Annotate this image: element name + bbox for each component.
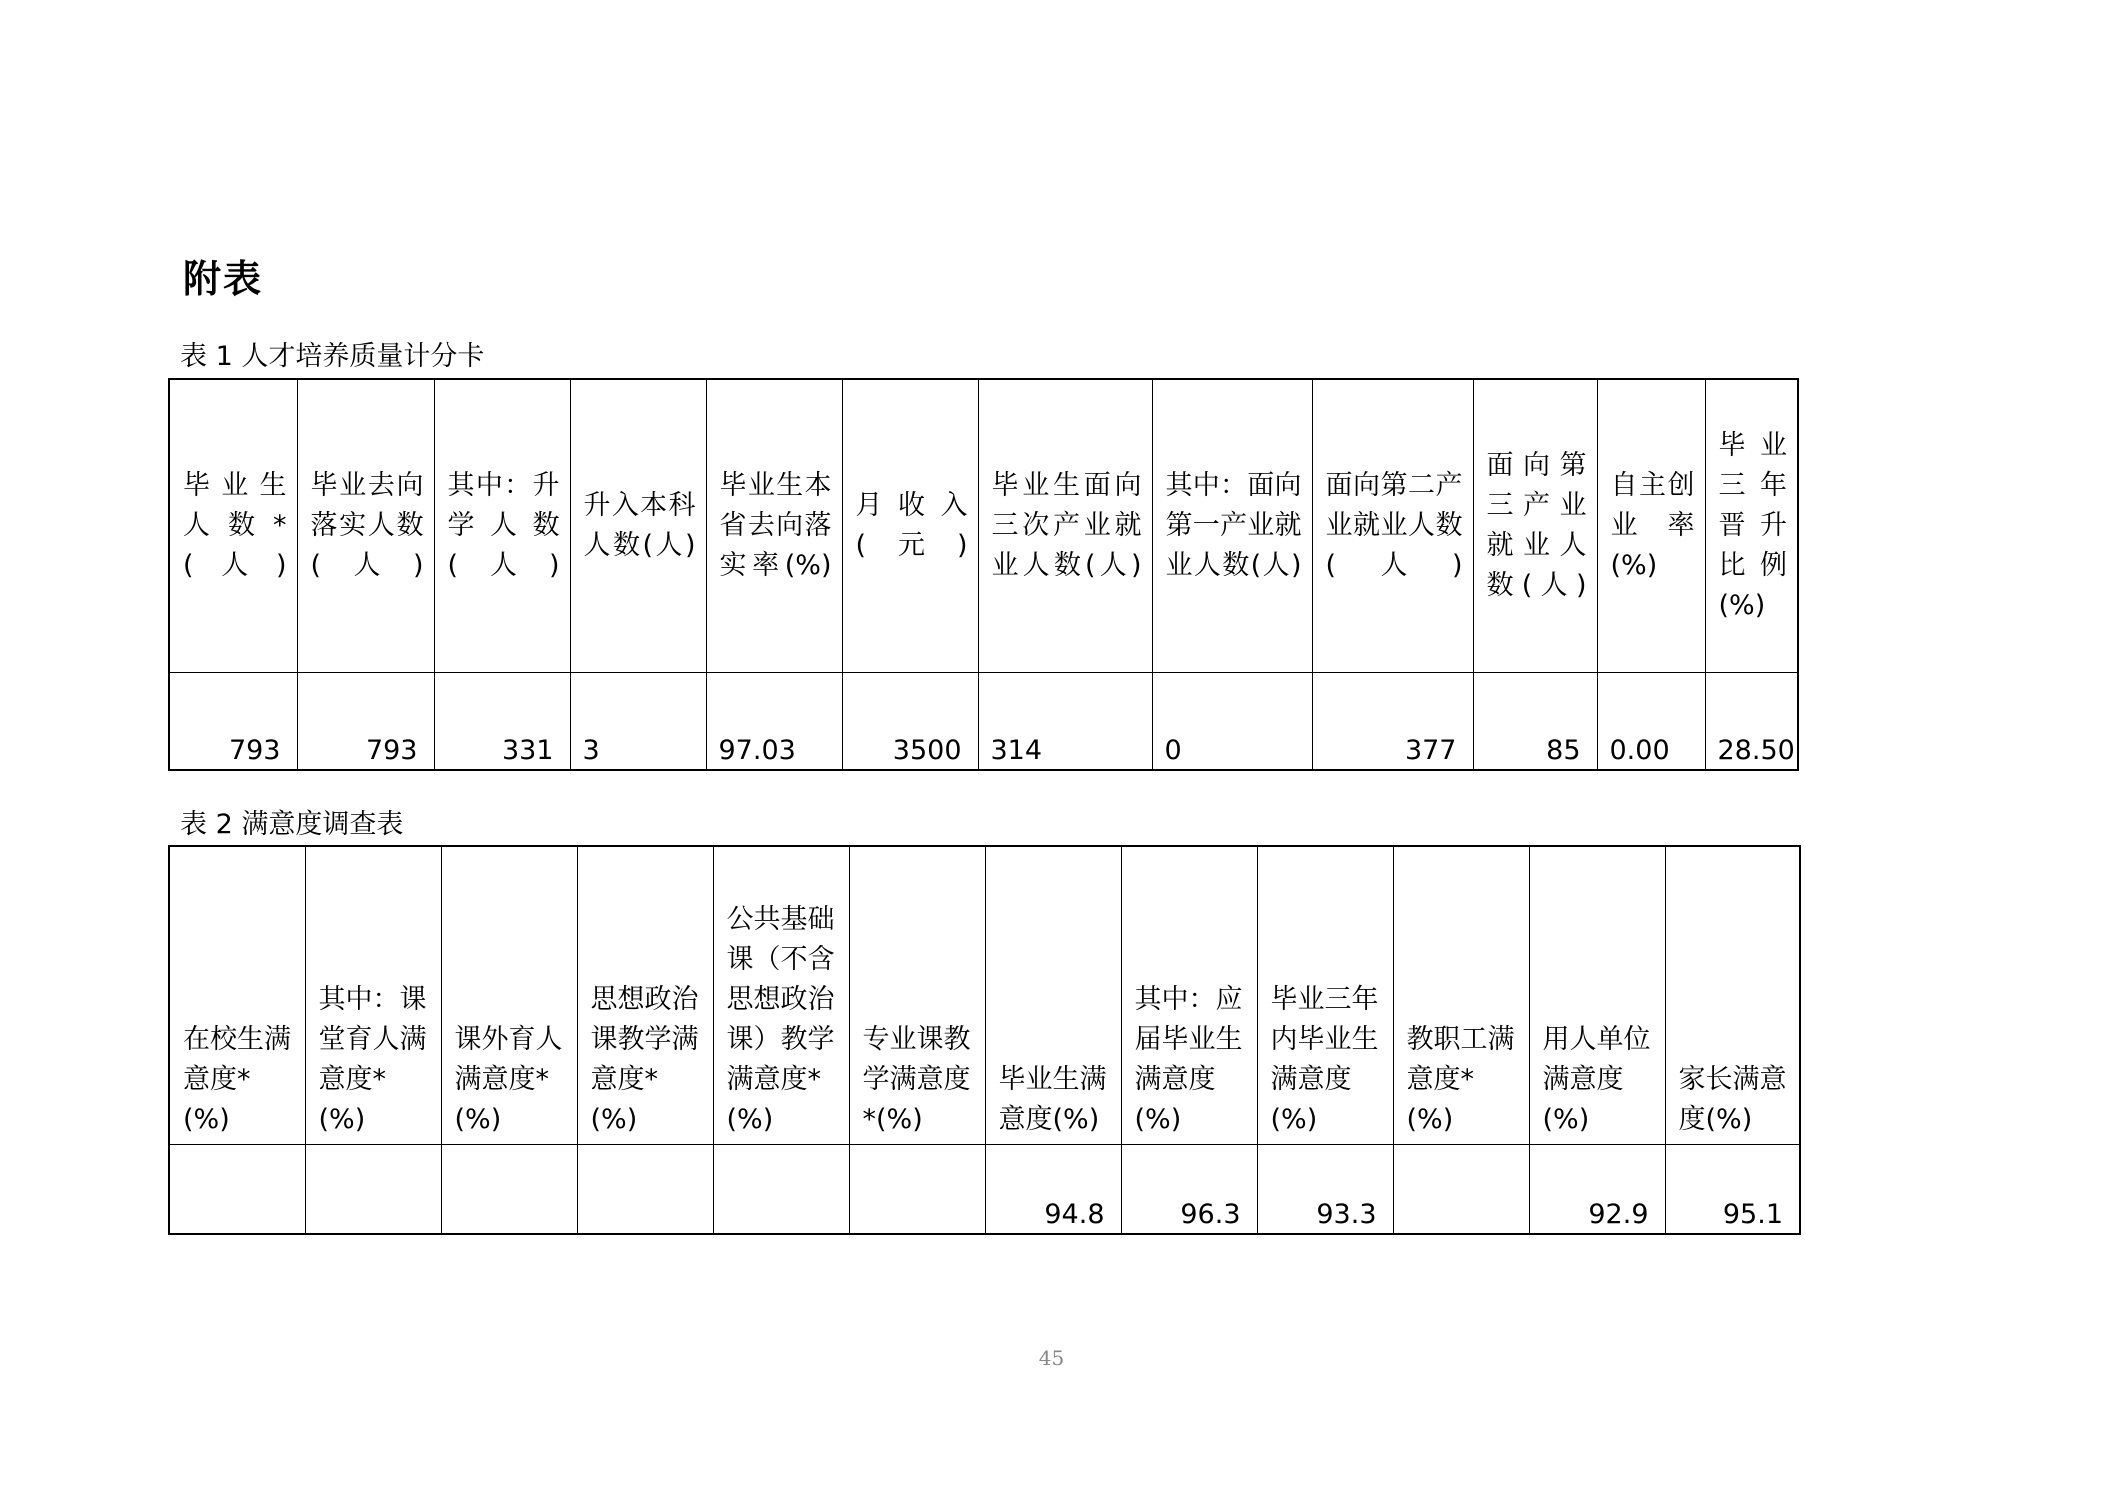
- t2-value-cell: [169, 1145, 305, 1235]
- table2-value-row: [169, 1145, 1800, 1235]
- t1-value-cell: 97.03: [706, 673, 842, 771]
- t2-header-cell: 专业课教学满意度*(%): [849, 846, 985, 1145]
- t1-header-cell: 毕业生人 数 *(人): [169, 379, 297, 673]
- t2-header-cell: 公共基础课（不含思想政治课）教学满意度*(%): [713, 846, 849, 1145]
- t2-value-cell: 95.1: [1665, 1145, 1800, 1235]
- t2-header-cell: 家长满意度(%): [1665, 846, 1800, 1145]
- t2-header-cell: 教职工满意度*(%): [1393, 846, 1529, 1145]
- t1-value-cell: 85: [1473, 673, 1597, 771]
- t2-header-cell: 其中：课堂育人满意度*(%): [305, 846, 441, 1145]
- t1-value-cell: 3: [570, 673, 706, 771]
- t2-value-cell: [441, 1145, 577, 1235]
- t2-header-cell: 毕业生满意度(%): [985, 846, 1121, 1145]
- t2-value-cell: 92.9: [1529, 1145, 1665, 1235]
- t2-header-cell: 思想政治课教学满意度*(%): [577, 846, 713, 1145]
- t1-header-cell: 自主创业率(%): [1597, 379, 1705, 673]
- t1-header-cell: 毕业三年晋升比例(%): [1705, 379, 1798, 673]
- table2-header-row: [169, 846, 1800, 1145]
- t1-value-cell: 3500: [842, 673, 978, 771]
- t1-value-cell: 331: [434, 673, 570, 771]
- t1-value-cell: 314: [978, 673, 1152, 771]
- t1-header-cell: 月收入(元): [842, 379, 978, 673]
- t2-value-cell: [849, 1145, 985, 1235]
- table1-caption: 表 1 人才培养质量计分卡: [180, 341, 485, 372]
- t1-value-cell: 0: [1152, 673, 1312, 771]
- t2-value-cell: [577, 1145, 713, 1235]
- satisfaction-survey-table: [168, 845, 1801, 1235]
- t2-header-cell: 课外育人满意度*(%): [441, 846, 577, 1145]
- t1-value-cell: 377: [1312, 673, 1473, 771]
- t2-header-cell: 用人单位满意度(%): [1529, 846, 1665, 1145]
- t1-value-cell: 0.00: [1597, 673, 1705, 771]
- t2-value-cell: 93.3: [1257, 1145, 1393, 1235]
- t1-value-cell: 793: [297, 673, 434, 771]
- t2-value-cell: [305, 1145, 441, 1235]
- t1-value-cell: 793: [169, 673, 297, 771]
- t1-header-cell: 面向第三产业就业人数(人): [1473, 379, 1597, 673]
- page-heading: 附表: [183, 256, 264, 301]
- t1-header-cell: 其中：升学人数(人): [434, 379, 570, 673]
- table2-caption: 表 2 满意度调查表: [180, 809, 404, 840]
- talent-quality-table: [168, 378, 1799, 771]
- t2-header-cell: 其中：应届毕业生满意度(%): [1121, 846, 1257, 1145]
- t2-value-cell: 96.3: [1121, 1145, 1257, 1235]
- t1-value-cell: 28.50: [1705, 673, 1798, 771]
- t2-header-cell: 在校生满意度*(%): [169, 846, 305, 1145]
- t1-header-cell: 升入本科人数(人): [570, 379, 706, 673]
- t2-value-cell: [1393, 1145, 1529, 1235]
- t2-value-cell: [713, 1145, 849, 1235]
- t1-header-cell: 面向第二产业就业人数(人): [1312, 379, 1473, 673]
- t1-header-cell: 其中：面向第一产业就业人数(人): [1152, 379, 1312, 673]
- t2-header-cell: 毕业三年内毕业生满意度(%): [1257, 846, 1393, 1145]
- t1-header-cell: 毕业去向落实人数(人): [297, 379, 434, 673]
- t2-value-cell: 94.8: [985, 1145, 1121, 1235]
- page-number: 45: [1038, 1346, 1065, 1370]
- table1-value-row: [169, 673, 1798, 771]
- t1-header-cell: 毕业生本省去向落实率(%): [706, 379, 842, 673]
- table1-header-row: [169, 379, 1798, 673]
- t1-header-cell: 毕业生面向三次产业就业人数(人): [978, 379, 1152, 673]
